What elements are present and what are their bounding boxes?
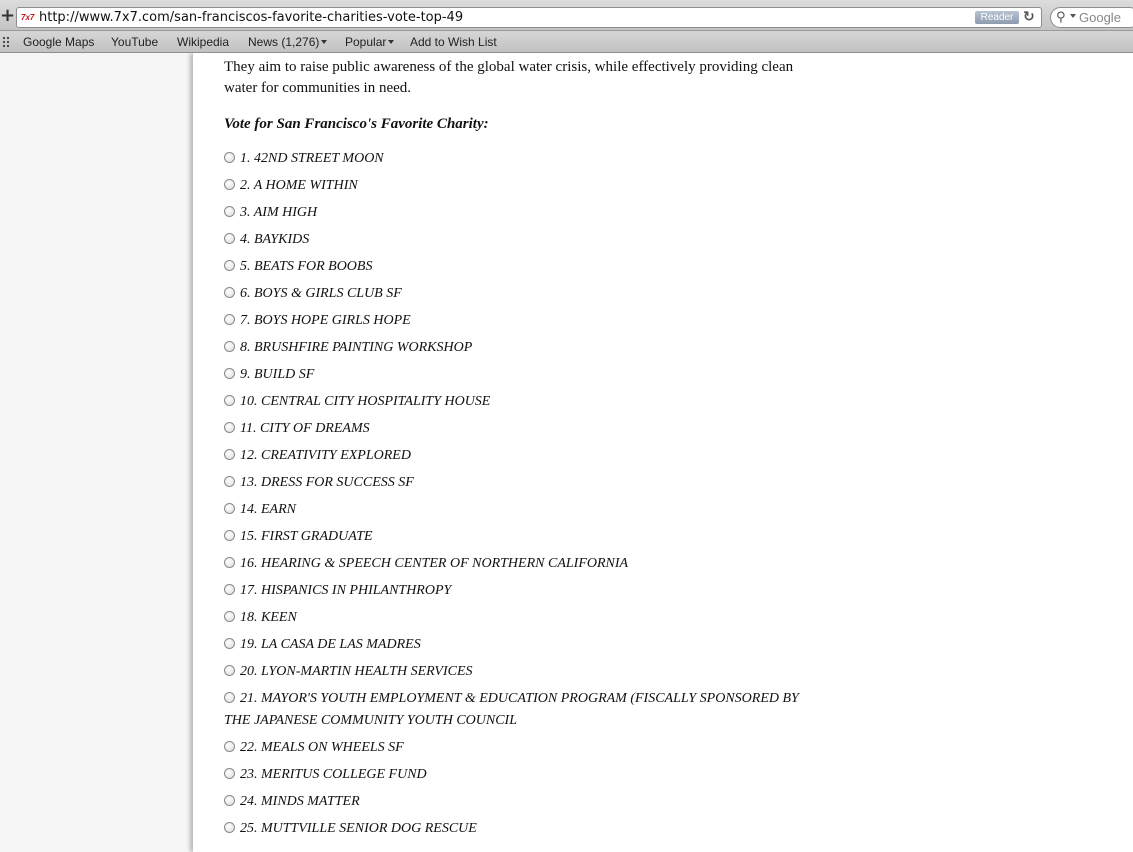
radio-button[interactable] [224,611,235,622]
bookmark-label: Popular [345,35,387,49]
add-bookmark-plus-icon[interactable]: + [0,5,16,26]
option-label: 8. BRUSHFIRE PAINTING WORKSHOP [240,340,473,355]
bookmark-add-to-wish-list[interactable] [410,35,497,49]
option-label: 25. MUTTVILLE SENIOR DOG RESCUE [240,821,477,836]
option-label: 20. LYON-MARTIN HEALTH SERVICES [240,664,473,679]
bookmark-news[interactable] [248,35,327,49]
bookmark-google-maps[interactable] [23,35,94,49]
bookmark-wikipedia[interactable] [177,35,229,49]
vote-option[interactable] [224,337,824,359]
radio-button[interactable] [224,584,235,595]
bookmarks-bar [0,31,1133,53]
search-engine-dropdown-icon[interactable] [1070,14,1076,18]
radio-button[interactable] [224,768,235,779]
vote-option[interactable] [224,445,824,467]
bookmark-label: News (1,276) [248,35,320,49]
radio-button[interactable] [224,395,235,406]
option-label: 5. BEATS FOR BOOBS [240,259,373,274]
option-label-continued: THE JAPANESE COMMUNITY YOUTH COUNCIL [224,713,517,728]
vote-option[interactable] [224,499,824,521]
radio-button[interactable] [224,795,235,806]
vote-option[interactable] [224,364,824,386]
browser-toolbar [0,0,1133,31]
radio-button[interactable] [224,530,235,541]
vote-option[interactable] [224,764,824,786]
vote-heading: Vote for San Francisco's Favorite Charity: [224,116,489,132]
search-placeholder[interactable]: Google [1079,10,1121,25]
vote-option[interactable] [224,472,824,494]
radio-button[interactable] [224,314,235,325]
radio-button[interactable] [224,368,235,379]
radio-button[interactable] [224,287,235,298]
option-label: 9. BUILD SF [240,367,315,382]
option-label: 21. MAYOR'S YOUTH EMPLOYMENT & EDUCATION PROGRAM (FISCALLY SPONSORED BY [240,691,799,706]
vote-option[interactable] [224,688,824,710]
option-label: 22. MEALS ON WHEELS SF [240,740,404,755]
vote-option[interactable] [224,418,824,440]
option-label: 10. CENTRAL CITY HOSPITALITY HOUSE [240,394,491,409]
vote-option[interactable] [224,580,824,602]
radio-button[interactable] [224,233,235,244]
bookmark-label: YouTube [111,35,159,49]
reload-icon[interactable]: ↻ [1023,9,1035,25]
radio-button[interactable] [224,692,235,703]
bookmark-youtube[interactable] [111,35,158,49]
vote-option[interactable] [224,661,824,683]
option-label: 15. FIRST GRADUATE [240,529,373,544]
vote-option[interactable] [224,526,824,548]
search-icon: ⚲ [1056,10,1066,25]
radio-button[interactable] [224,557,235,568]
option-label: 4. BAYKIDS [240,232,310,247]
radio-button[interactable] [224,638,235,649]
radio-button[interactable] [224,476,235,487]
bookmark-label: Wikipedia [177,35,230,49]
option-label: 19. LA CASA DE LAS MADRES [240,637,421,652]
option-label: 6. BOYS & GIRLS CLUB SF [240,286,402,301]
radio-button[interactable] [224,260,235,271]
radio-button[interactable] [224,741,235,752]
show-all-bookmarks-icon[interactable] [2,36,10,48]
radio-button[interactable] [224,503,235,514]
vote-option[interactable] [224,791,824,813]
reader-button[interactable]: Reader [975,11,1019,24]
vote-option[interactable] [224,634,824,656]
option-label: 18. KEEN [240,610,297,625]
option-label: 7. BOYS HOPE GIRLS HOPE [240,313,411,328]
dropdown-arrow-icon [388,40,394,44]
vote-option[interactable] [224,553,824,575]
radio-button[interactable] [224,822,235,833]
option-label: 13. DRESS FOR SUCCESS SF [240,475,414,490]
bookmark-popular[interactable] [345,35,394,49]
vote-option[interactable] [224,202,824,224]
radio-button[interactable] [224,206,235,217]
vote-option[interactable] [224,175,824,197]
article-column [193,53,1133,852]
radio-button[interactable] [224,341,235,352]
vote-option[interactable] [224,607,824,629]
option-label: 23. MERITUS COLLEGE FUND [240,767,427,782]
vote-option-continuation [224,710,824,732]
vote-option[interactable] [224,283,824,305]
bookmark-label: Google Maps [23,35,95,49]
web-page [0,53,1133,852]
address-bar[interactable] [16,7,1042,28]
vote-option[interactable] [224,229,824,251]
option-label: 14. EARN [240,502,296,517]
url-text[interactable]: http://www.7x7.com/san-franciscos-favorite-charities-vote-top-49 [39,10,464,25]
vote-option[interactable] [224,256,824,278]
search-field[interactable] [1050,7,1133,28]
dropdown-arrow-icon [321,40,327,44]
radio-button[interactable] [224,422,235,433]
radio-button[interactable] [224,665,235,676]
article-intro [224,57,824,99]
option-label: 24. MINDS MATTER [240,794,360,809]
option-label: 12. CREATIVITY EXPLORED [240,448,411,463]
option-label: 3. AIM HIGH [240,205,318,220]
option-label: 16. HEARING & SPEECH CENTER OF NORTHERN CALIFORNIA [240,556,629,571]
site-favicon: 7x7 [21,13,35,22]
option-label: 1. 42ND STREET MOON [240,151,384,166]
radio-button[interactable] [224,179,235,190]
vote-option[interactable] [224,148,824,170]
bookmark-label: Add to Wish List [410,35,497,49]
option-label: 11. CITY OF DREAMS [240,421,370,436]
intro-line: water for communities in need. [224,80,412,96]
radio-button[interactable] [224,449,235,460]
vote-option[interactable] [224,737,824,759]
vote-option[interactable] [224,310,824,332]
vote-option[interactable] [224,391,824,413]
option-label: 17. HISPANICS IN PHILANTHROPY [240,583,452,598]
radio-button[interactable] [224,152,235,163]
intro-line: They aim to raise public awareness of the global water crisis, while effectively providing clean [224,59,794,75]
option-label: 2. A HOME WITHIN [240,178,358,193]
vote-option[interactable] [224,818,824,840]
